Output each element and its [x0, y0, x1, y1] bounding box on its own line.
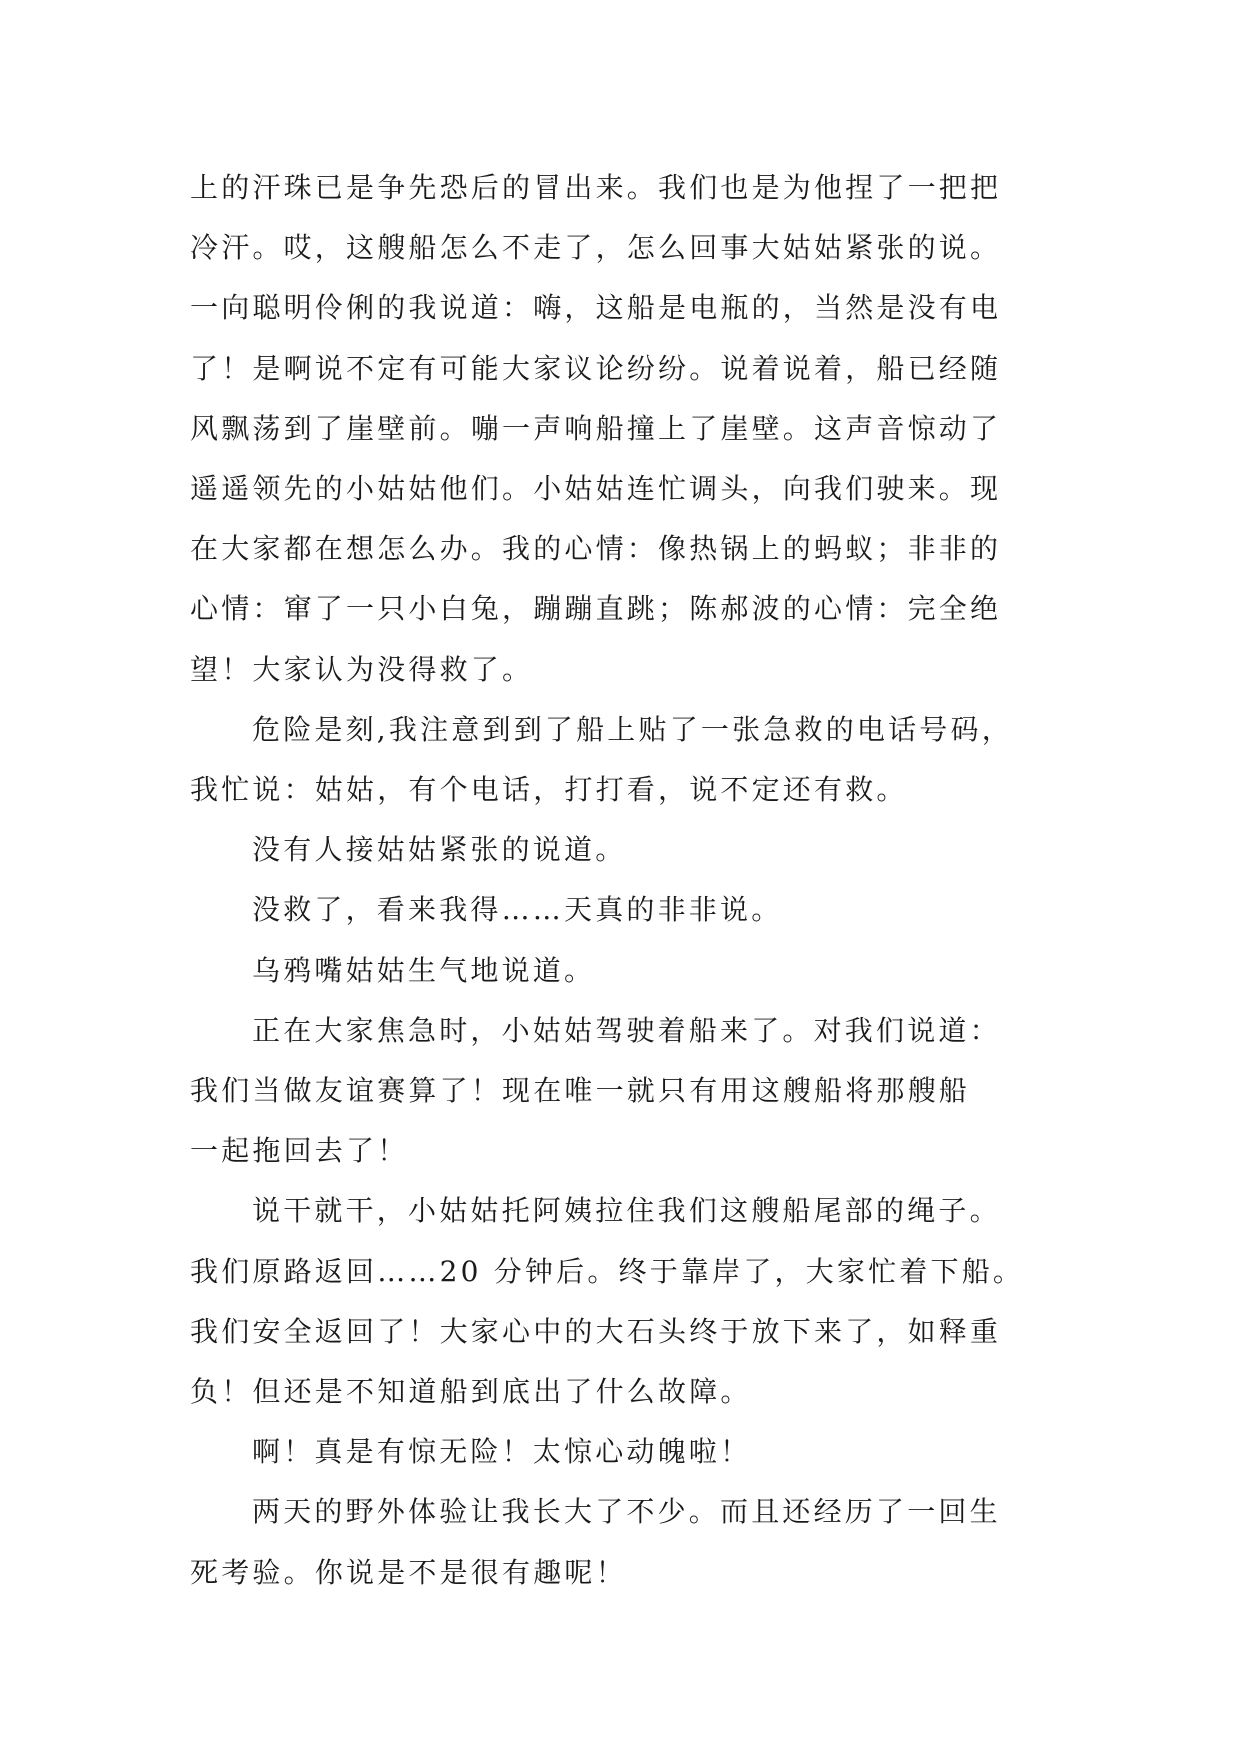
- text-line: 一起拖回去了！: [190, 1134, 409, 1168]
- text-line: 死考验。你说是不是很有趣呢！: [190, 1555, 627, 1589]
- text-line: 一向聪明伶俐的我说道：嗨，这船是电瓶的，当然是没有电: [190, 291, 1002, 325]
- text-line: 两天的野外体验让我长大了不少。而且还经历了一回生: [252, 1495, 1001, 1529]
- text-line: 在大家都在想怎么办。我的心情：像热锅上的蚂蚁；非非的: [190, 532, 1002, 566]
- text-line: 危险是刻,我注意到到了船上贴了一张急救的电话号码，: [252, 712, 1013, 746]
- text-line: 遥遥领先的小姑姑他们。小姑姑连忙调头，向我们驶来。现: [190, 472, 1002, 506]
- paragraph-4: [190, 880, 1062, 940]
- text-line: 了！是啊说不定有可能大家议论纷纷。说着说着，船已经随: [190, 351, 1002, 385]
- text-line: 我们安全返回了！大家心中的大石头终于放下来了，如释重: [190, 1314, 1002, 1348]
- document-body: [190, 158, 1062, 1603]
- paragraph-2: [190, 700, 1062, 820]
- text-line: 我们原路返回……20 分钟后。终于靠岸了，大家忙着下船。: [190, 1254, 1025, 1288]
- text-line: 我们当做友谊赛算了！现在唯一就只有用这艘船将那艘船: [190, 1074, 971, 1108]
- paragraph-7: [190, 1181, 1062, 1422]
- text-line: 上的汗珠已是争先恐后的冒出来。我们也是为他捏了一把把: [190, 171, 1002, 204]
- text-line: 望！大家认为没得救了。: [190, 652, 534, 686]
- paragraph-1: [190, 158, 1062, 700]
- text-line: 冷汗。哎，这艘船怎么不走了，怎么回事大姑姑紧张的说。: [190, 231, 1002, 265]
- text-line: 没救了，看来我得……天真的非非说。: [252, 893, 783, 927]
- text-line: 啊！真是有惊无险！太惊心动魄啦！: [252, 1435, 752, 1469]
- text-line: 风飘荡到了崖壁前。嘣一声响船撞上了崖壁。这声音惊动了: [190, 411, 1002, 445]
- paragraph-3: [190, 820, 1062, 880]
- text-line: 负！但还是不知道船到底出了什么故障。: [190, 1375, 752, 1409]
- text-line: 说干就干，小姑姑托阿姨拉住我们这艘船尾部的绳子。: [252, 1194, 1001, 1228]
- text-line: 我忙说：姑姑，有个电话，打打看，说不定还有救。: [190, 773, 908, 807]
- paragraph-9: [190, 1482, 1062, 1602]
- paragraph-5: [190, 941, 1062, 1001]
- text-line: 心情：窜了一只小白兔，蹦蹦直跳；陈郝波的心情：完全绝: [190, 592, 1002, 626]
- paragraph-6: [190, 1001, 1062, 1182]
- text-line: 正在大家焦急时，小姑姑驾驶着船来了。对我们说道：: [252, 1013, 1001, 1047]
- paragraph-8: [190, 1422, 1062, 1482]
- text-line: 没有人接姑姑紧张的说道。: [252, 833, 627, 867]
- text-line: 乌鸦嘴姑姑生气地说道。: [252, 953, 596, 987]
